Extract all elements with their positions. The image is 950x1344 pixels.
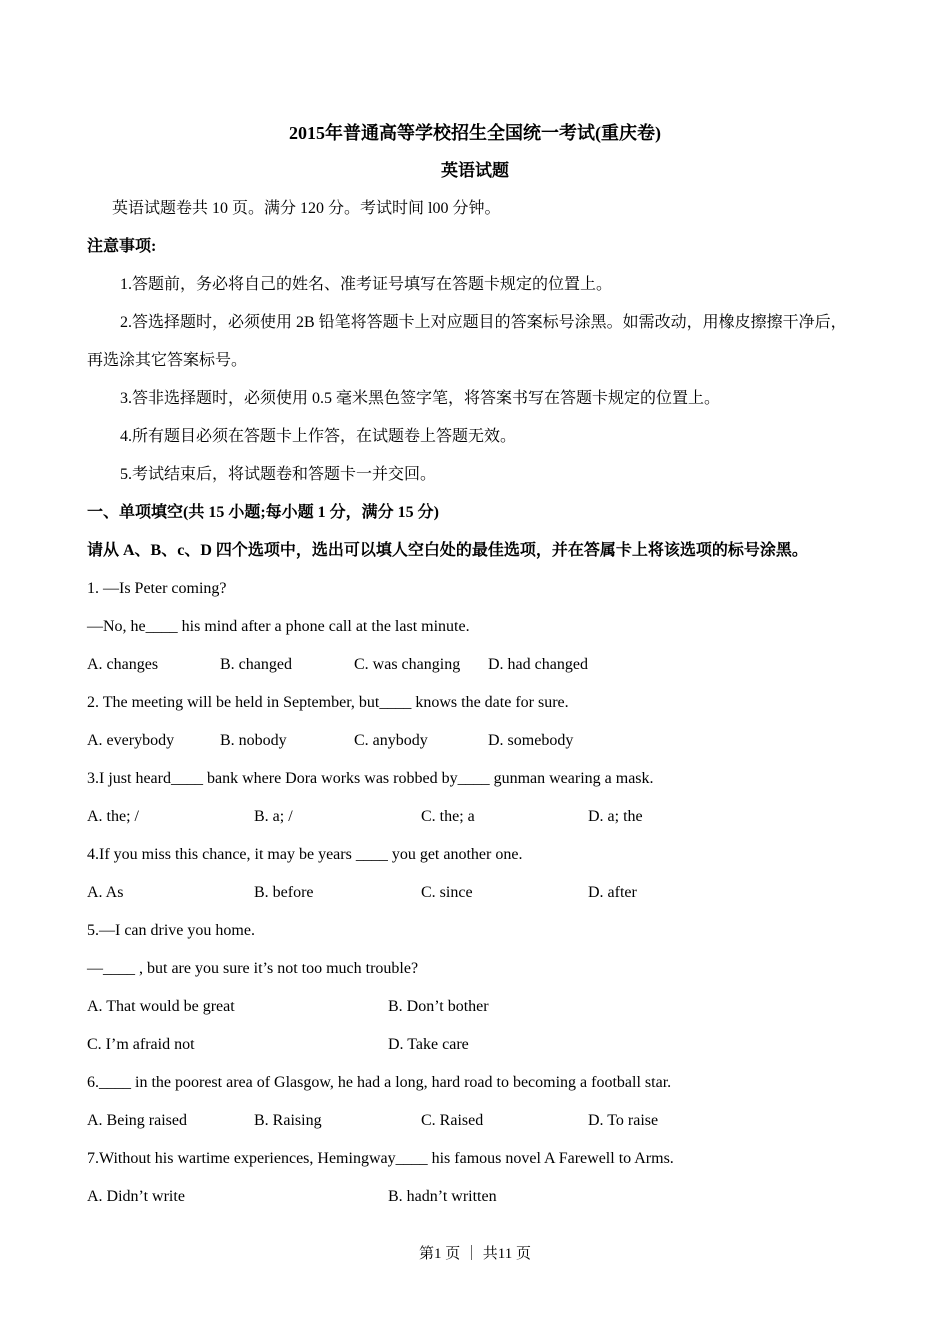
notice-heading: 注意事项:: [87, 238, 157, 255]
option-c: C. since: [421, 884, 473, 901]
notice-item: 1.答题前，务必将自己的姓名、准考证号填写在答题卡规定的位置上。: [120, 276, 613, 293]
notice-item: 3.答非选择题时，必须使用 0.5 毫米黑色签字笔，将答案书写在答题卡规定的位置上。: [120, 390, 721, 407]
option-a: A. the; /: [87, 808, 139, 825]
question-4-stem: 4.If you miss this chance, it may be years ____ you get another one.: [87, 846, 523, 863]
option-b: B. Raising: [254, 1112, 322, 1129]
option-b: B. Don’t bother: [388, 998, 489, 1015]
option-d: D. somebody: [488, 732, 574, 749]
question-5-stem: 5.—I can drive you home.: [87, 922, 255, 939]
option-d: D. a; the: [588, 808, 643, 825]
exam-subtitle: 英语试题: [441, 161, 509, 180]
option-b: B. changed: [220, 656, 292, 673]
option-d: D. Take care: [388, 1036, 469, 1053]
option-d: D. To raise: [588, 1112, 659, 1129]
question-7-stem: 7.Without his wartime experiences, Hemingway____ his famous novel A Farewell to Arms.: [87, 1150, 674, 1167]
notice-item: 5.考试结束后，将试题卷和答题卡一并交回。: [120, 466, 437, 483]
option-a: A. everybody: [87, 732, 175, 749]
option-b: B. a; /: [254, 808, 293, 825]
section-heading: 一、单项填空(共 15 小题;每小题 1 分，满分 15 分): [87, 504, 439, 521]
question-2-options: [87, 731, 887, 751]
option-c: C. Raised: [421, 1112, 484, 1129]
question-1-options: [87, 655, 887, 675]
option-c: C. anybody: [354, 732, 428, 749]
question-1-stem: —No, he____ his mind after a phone call at the last minute.: [87, 618, 470, 635]
option-a: A. As: [87, 884, 124, 901]
page-footer: 第1 页 ｜ 共11 页: [419, 1246, 531, 1262]
option-b: B. nobody: [220, 732, 287, 749]
question-6-stem: 6.____ in the poorest area of Glasgow, he had a long, hard road to becoming a football star.: [87, 1074, 672, 1091]
section-instruction: 请从 A、B、c、D 四个选项中，选出可以填人空白处的最佳选项，并在答属卡上将该选项的标号涂黑。: [87, 542, 808, 559]
option-d: D. after: [588, 884, 637, 901]
question-2-stem: 2. The meeting will be held in September, but____ knows the date for sure.: [87, 694, 569, 711]
option-c: C. the; a: [421, 808, 475, 825]
option-a: A. changes: [87, 656, 159, 673]
option-b: B. hadn’t written: [388, 1188, 497, 1205]
option-a: A. That would be great: [87, 998, 235, 1015]
option-c: C. I’m afraid not: [87, 1036, 195, 1053]
notice-item-continuation: 再选涂其它答案标号。: [87, 352, 248, 369]
option-c: C. was changing: [354, 656, 461, 673]
option-b: B. before: [254, 884, 314, 901]
option-d: D. had changed: [488, 656, 588, 673]
question-3-options: [87, 807, 887, 827]
exam-title: 2015年普通高等学校招生全国统一考试(重庆卷): [289, 123, 661, 143]
option-a: A. Didn’t write: [87, 1188, 185, 1205]
question-3-stem: 3.I just heard____ bank where Dora works was robbed by____ gunman wearing a mask.: [87, 770, 654, 787]
question-6-options: [87, 1111, 887, 1131]
question-5-options: [87, 1035, 887, 1055]
question-1-stem: 1. —Is Peter coming?: [87, 580, 227, 597]
option-a: A. Being raised: [87, 1112, 187, 1129]
question-5-stem: —____ , but are you sure it’s not too much trouble?: [87, 960, 419, 977]
notice-item: 2.答选择题时，必须使用 2B 铅笔将答题卡上对应题目的答案标号涂黑。如需改动，用橡皮擦擦干净后，: [120, 314, 847, 331]
intro-text: 英语试题卷共 10 页。满分 120 分。考试时间 l00 分钟。: [112, 200, 501, 217]
notice-item: 4.所有题目必须在答题卡上作答，在试题卷上答题无效。: [120, 428, 517, 445]
question-5-options: [87, 997, 887, 1017]
question-7-options: [87, 1187, 887, 1207]
question-4-options: [87, 883, 887, 903]
